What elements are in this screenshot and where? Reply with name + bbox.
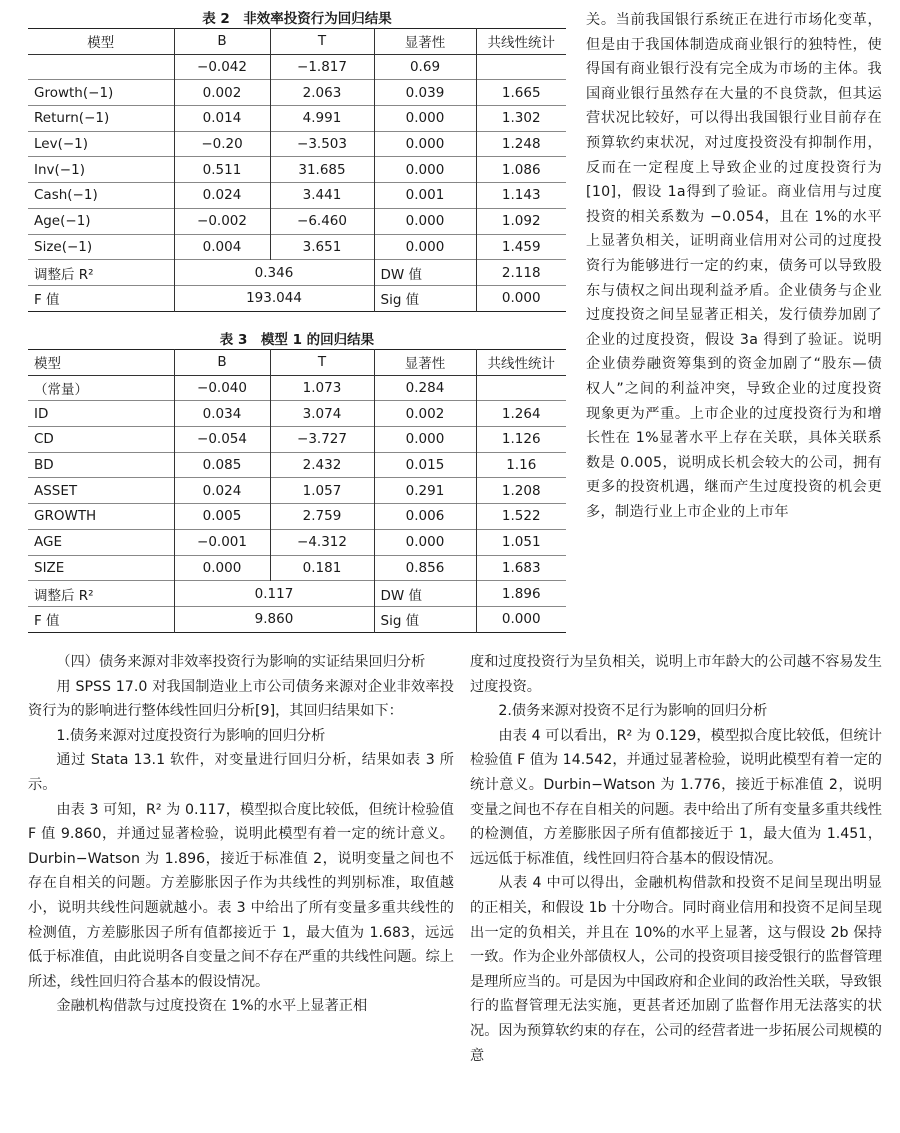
summary-value: 1.896: [476, 581, 566, 607]
table-cell: 0.014: [174, 106, 270, 132]
table-cell: −0.054: [174, 427, 270, 453]
table-cell: 1.126: [476, 427, 566, 453]
table-cell: 0.004: [174, 234, 270, 260]
table-cell: 0.034: [174, 401, 270, 427]
table-cell: 1.302: [476, 106, 566, 132]
table-cell: 0.000: [374, 157, 476, 183]
header-t: T: [270, 29, 374, 55]
table-cell: 1.522: [476, 504, 566, 530]
table-row: [28, 80, 566, 106]
summary-row: [28, 606, 566, 632]
table-cell: [476, 375, 566, 401]
row-label: Inv(−1): [28, 157, 174, 183]
table-cell: 1.248: [476, 131, 566, 157]
table-row: [28, 54, 566, 80]
table-cell: 1.143: [476, 183, 566, 209]
table-cell: 0.181: [270, 555, 374, 581]
table-cell: 0.000: [374, 234, 476, 260]
row-label: GROWTH: [28, 504, 174, 530]
table-cell: 3.441: [270, 183, 374, 209]
table-row: [28, 131, 566, 157]
table-cell: 3.074: [270, 401, 374, 427]
header-b: B: [174, 29, 270, 55]
table-row: [28, 106, 566, 132]
row-label: ID: [28, 401, 174, 427]
table-cell: 0.039: [374, 80, 476, 106]
table-cell: 1.073: [270, 375, 374, 401]
paragraph: 由表 4 可以看出，R² 为 0.129，模型拟合度比较低，但统计检验值 F 值为 14.542，并通过显著检验，说明此模型有着一定的统计意义。Durbin−Watson 为 1.776，接近于标准值 2，说明变量之间也不存在自相关的问题。表中给出了所有变量多重共线性的检测值，方差膨胀因子所有值都接近于 1，最大值为 1.451，远远低于标准值，线性回归符合基本的假设情况。: [470, 727, 882, 867]
row-label: （常量）: [28, 375, 174, 401]
summary-value: 193.044: [174, 285, 374, 311]
summary-label: 调整后 R²: [28, 581, 174, 607]
table-cell: 0.024: [174, 478, 270, 504]
table-row: [28, 401, 566, 427]
summary-label: DW 值: [374, 581, 476, 607]
summary-value: 0.346: [174, 260, 374, 286]
table-3-block: [28, 331, 566, 633]
table-cell: 0.511: [174, 157, 270, 183]
table-cell: 0.000: [374, 131, 476, 157]
header-significance: 显著性: [374, 29, 476, 55]
row-label: Lev(−1): [28, 131, 174, 157]
table-cell: −0.040: [174, 375, 270, 401]
header-model: 模型: [28, 29, 174, 55]
table-cell: 0.000: [374, 106, 476, 132]
table-cell: 1.264: [476, 401, 566, 427]
paragraph: 从表 4 中可以得出，金融机构借款和投资不足间呈现出明显的正相关，和假设 1b 十分吻合。同时商业信用和投资不足间呈现出一定的负相关，并且在 10%的水平上显著，这与假设 2b 保持一致。作为企业外部债权人，公司的投资项目接受银行的监督管理是理所应当的。可是因为中国政府和企业间的政治性关联，导致银行的监督管理无法实施，更甚者还加剧了监督作用无法落实的状况。因为预算软约束的存在，公司的经营者进一步拓展公司规模的意: [470, 875, 882, 1064]
header-model: 模型: [28, 350, 174, 376]
table-cell: −3.503: [270, 131, 374, 157]
paragraph: 度和过度投资行为呈负相关，说明上市年龄大的公司越不容易发生过度投资。: [470, 654, 882, 695]
table-header-row: [28, 350, 566, 376]
summary-label: DW 值: [374, 260, 476, 286]
header-t: T: [270, 350, 374, 376]
table-3: [28, 349, 566, 633]
table-cell: 1.092: [476, 208, 566, 234]
table-cell: 0.856: [374, 555, 476, 581]
table-cell: −6.460: [270, 208, 374, 234]
paragraph: 由表 3 可知，R² 为 0.117，模型拟合度比较低，但统计检验值 F 值 9.860，并通过显著检验，说明此模型有着一定的统计意义。Durbin−Watson 为 1.896，接近于标准值 2，说明变量之间也不存在自相关的问题。方差膨胀因子作为共线性的判别标准，取值越小，说明共线性问题就越小。表 3 中给出了所有变量多重共线性的检测值，方差膨胀因子所有值都接近于 1，最大值为 1.683，远远低于标准值，由此说明各自变量之间不存在严重的共线性问题。综上所述，线性回归符合基本的假设情况。: [28, 801, 454, 990]
table-row: [28, 427, 566, 453]
summary-label: 调整后 R²: [28, 260, 174, 286]
table-cell: 0.006: [374, 504, 476, 530]
row-label: BD: [28, 452, 174, 478]
header-significance: 显著性: [374, 350, 476, 376]
summary-value: 2.118: [476, 260, 566, 286]
table-cell: 0.000: [374, 427, 476, 453]
table-cell: 0.69: [374, 54, 476, 80]
header-b: B: [174, 350, 270, 376]
table-cell: 1.459: [476, 234, 566, 260]
row-label: AGE: [28, 529, 174, 555]
table-header-row: [28, 29, 566, 55]
summary-value: 0.000: [476, 285, 566, 311]
summary-label: F 值: [28, 606, 174, 632]
paragraph: 通过 Stata 13.1 软件，对变量进行回归分析，结果如表 3 所示。: [28, 752, 454, 793]
row-label: ASSET: [28, 478, 174, 504]
table-cell: −0.002: [174, 208, 270, 234]
table-cell: 1.208: [476, 478, 566, 504]
table-cell: −3.727: [270, 427, 374, 453]
row-label: [28, 54, 174, 80]
paragraph: 金融机构借款与过度投资在 1%的水平上显著正相: [56, 998, 368, 1015]
table-row: [28, 555, 566, 581]
table-2-block: [28, 10, 566, 312]
table-row: [28, 529, 566, 555]
right-column-lower-text: [470, 650, 882, 1068]
table-cell: 4.991: [270, 106, 374, 132]
table-cell: −0.001: [174, 529, 270, 555]
table-row: [28, 504, 566, 530]
summary-row: [28, 260, 566, 286]
summary-label: F 值: [28, 285, 174, 311]
table-cell: −0.042: [174, 54, 270, 80]
table-cell: 0.001: [374, 183, 476, 209]
table-cell: 31.685: [270, 157, 374, 183]
table-2: [28, 28, 566, 312]
table-3-caption: 表 3 模型 1 的回归结果: [219, 332, 375, 348]
summary-value: 0.000: [476, 606, 566, 632]
summary-row: [28, 581, 566, 607]
summary-label: Sig 值: [374, 606, 476, 632]
header-collinearity: 共线性统计: [476, 29, 566, 55]
table-cell: 0.024: [174, 183, 270, 209]
table-row: [28, 478, 566, 504]
summary-value: 0.117: [174, 581, 374, 607]
table-cell: 0.000: [374, 529, 476, 555]
row-label: Cash(−1): [28, 183, 174, 209]
table-cell: 0.002: [374, 401, 476, 427]
row-label: CD: [28, 427, 174, 453]
table-cell: 2.759: [270, 504, 374, 530]
table-cell: −4.312: [270, 529, 374, 555]
summary-value: 9.860: [174, 606, 374, 632]
summary-label: Sig 值: [374, 285, 476, 311]
header-collinearity: 共线性统计: [476, 350, 566, 376]
section-heading: （四）债务来源对非效率投资行为影响的实证结果回归分析: [56, 654, 426, 670]
table-cell: 0.085: [174, 452, 270, 478]
table-cell: 1.683: [476, 555, 566, 581]
row-label: Size(−1): [28, 234, 174, 260]
subsection-heading: 1.债务来源对过度投资行为影响的回归分析: [56, 727, 326, 744]
table-cell: −0.20: [174, 131, 270, 157]
table-cell: 0.002: [174, 80, 270, 106]
table-cell: 1.057: [270, 478, 374, 504]
table-cell: 1.051: [476, 529, 566, 555]
table-cell: 2.063: [270, 80, 374, 106]
paragraph: 用 SPSS 17.0 对我国制造业上市公司债务来源对企业非效率投资行为的影响进行整体线性回归分析[9]，其回归结果如下：: [28, 678, 454, 720]
subsection-heading: 2.债务来源对投资不足行为影响的回归分析: [498, 703, 768, 720]
table-cell: 0.015: [374, 452, 476, 478]
table-cell: 1.665: [476, 80, 566, 106]
row-label: SIZE: [28, 555, 174, 581]
table-cell: 0.291: [374, 478, 476, 504]
table-row: [28, 452, 566, 478]
table-cell: 3.651: [270, 234, 374, 260]
table-cell: 1.086: [476, 157, 566, 183]
right-column-text: [586, 8, 882, 524]
paragraph: 关。当前我国银行系统正在进行市场化变革，但是由于我国体制造成商业银行的独特性，使得国有商业银行没有完全成为市场的主体。我国商业银行虽然存在大量的不良贷款，但其运营状况比较好，可以得出我国银行业目前存在预算软约束状况，对过度投资没有抑制作用，反而在一定程度上导致企业的过度投资行为[10]，假设 1a得到了验证。商业信用与过度投资的相关系数为 −0.054，且在 1%的水平上显著负相关，证明商业信用对公司的过度投资行为能够进行一定的约束，债务可以导致股东与债权之间出现利益矛盾。企业债务与企业过度投资之间呈显著正相关，发行债券加剧了企业的过度投资，假设 3a 得到了验证。说明企业债券融资筹集到的资金加剧了“股东—债权人”之间的利益冲突，导致企业的过度投资现象更为严重。上市企业的过度投资行为和增长性在 1%显著水平上存在关联，具体关联系数是 0.005，说明成长机会较大的公司，拥有更多的投资机遇，继而产生过度投资的机会更多，制造行业上市企业的上市年: [586, 12, 882, 520]
table-cell: 2.432: [270, 452, 374, 478]
row-label: Return(−1): [28, 106, 174, 132]
left-column-text: [28, 650, 454, 1019]
table-row: [28, 234, 566, 260]
table-cell: 0.000: [374, 208, 476, 234]
table-cell: [476, 54, 566, 80]
table-cell: 0.000: [174, 555, 270, 581]
table-row: [28, 157, 566, 183]
row-label: Age(−1): [28, 208, 174, 234]
table-row: [28, 208, 566, 234]
table-cell: −1.817: [270, 54, 374, 80]
table-row: [28, 375, 566, 401]
row-label: Growth(−1): [28, 80, 174, 106]
table-cell: 0.284: [374, 375, 476, 401]
table-row: [28, 183, 566, 209]
table-cell: 0.005: [174, 504, 270, 530]
table-2-caption: 表 2 非效率投资行为回归结果: [202, 11, 392, 27]
table-cell: 1.16: [476, 452, 566, 478]
summary-row: [28, 285, 566, 311]
